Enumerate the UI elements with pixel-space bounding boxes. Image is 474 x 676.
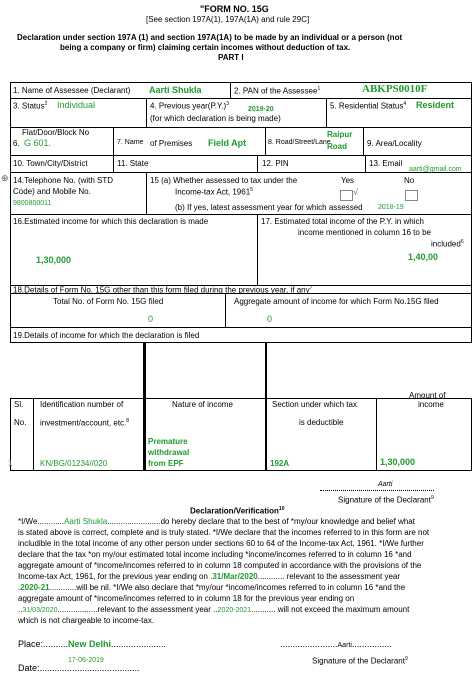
vl7-ay[interactable]: 2020-21 [20,583,50,592]
row-nature-c[interactable]: from EPF [148,459,184,468]
field-18-sup: 7 [309,285,313,291]
verification-title [190,506,284,516]
signature-top-sup: 9 [430,495,434,501]
vl1-a: *I/We............ [18,517,65,526]
field-2-sup: 1 [317,86,321,92]
vl9-a: .. [18,605,23,614]
form-title: "FORM NO. 15G [200,4,269,14]
vl6-b: ............ relevant to the assessment year [257,572,401,581]
date-dots-b: ............. [107,663,140,673]
verification-line-5: aggregate amount of *income/incomes referred to in column 18 computed in accordance with the provisions of the [18,561,422,570]
place-row [18,639,166,649]
assessment-year-value[interactable]: 2018-19 [378,204,404,211]
field-15a-label-a: 15 (a) Whether assessed to tax under the [150,176,298,185]
field-17-sup: 6 [460,239,464,245]
sig-bottom-name: Aarti [337,642,352,649]
col-ident-header-a: Identification number of [40,400,124,409]
vl9-c: ........... will not exceed the maximum amount [251,605,410,614]
field-8-label: 8. Road/Street/Lane [268,139,331,146]
road-value-a[interactable]: Raipur [327,130,353,139]
yes-checkbox[interactable] [340,190,353,201]
signature-bottom-row [280,639,392,649]
status-value[interactable]: Individual [57,100,96,110]
field-14-label-b: Code) and Mobile No. [13,187,91,196]
vl9-ay[interactable]: 2020-2021 [217,607,252,614]
field-5-label [330,101,406,111]
signature-top-label [338,495,434,505]
vl6-a: Income-tax Act, 1961, for the previous year ending on . [18,572,213,581]
vl9-b: ..................relevant to the assessment year .. [57,605,218,614]
field-2-label [234,86,320,96]
row-sl: 1 [8,459,13,468]
field-17-label-c-text: included [431,239,461,249]
field-9-label: 9. Area/Locality [367,139,422,148]
verification-line-3: includible in the total income of any other person under sections 60 to 64 of the Income-tax Act, 1961. *I/We further [18,539,424,548]
estimated-income-value[interactable]: 1,30,000 [36,255,72,265]
row-ident[interactable]: KN/BG/01234//020 [40,459,108,468]
verification-line-10: which is not chargeable to income-tax. [18,616,155,625]
field-3-sup: 2 [44,101,48,107]
declaration-heading-line2: being a company or firm) claiming certain incomes without deduction of tax. [60,43,351,52]
row-section[interactable]: 192A [270,459,290,468]
forms-filed-count-value[interactable]: 0 [148,314,154,324]
verification-line-7 [18,583,405,592]
field-18-label-text: 18.Details of Form No. 15G other than this form filed during the previous year, if any [13,285,310,295]
col-nature-header: Nature of income [172,400,233,409]
verification-line-2: is stated above is correct, complete and is truly stated. *I/We declare that the incomes referred to in this form are not [18,528,430,537]
field-18-col1-label: Total No. of Form No. 15G filed [53,297,164,306]
telephone-value[interactable]: 9800800011 [13,200,52,207]
field-17-label-b: income mentioned in column 16 to be [298,228,431,237]
field-18-col2-label: Aggregate amount of income for which Form No.15G filed [234,297,439,306]
field-6-label-b: 6. [13,139,20,148]
verification-title-sup: 10 [278,506,285,512]
sig-dots-b: ................ [351,639,392,649]
declaration-heading-line1: Declaration under section 197A (1) and section 197A(1A) to be made by an individual or a person (not [17,33,403,42]
no-checkbox[interactable] [405,190,418,201]
col-section-header-a: Section under which tax [272,400,357,409]
field-4-label-text: 4. Previous year(P.Y.) [150,101,227,111]
col-ident-header-b [40,418,129,428]
verification-line-9 [18,605,409,614]
place-dots-b: ...................... [111,639,167,649]
email-value[interactable]: aarti@gmail.com [409,166,462,173]
field-5-sup: 4 [403,101,407,107]
col-amount-header-a: Amount of [409,391,446,400]
field-2-label-text: 2. PAN of the Assessee [234,86,318,96]
col-ident-sup: 8 [126,418,130,424]
field-4-note: (for which declaration is being made) [150,114,281,123]
field-17-label-c [431,239,464,249]
no-label: No [404,176,415,185]
signature-bottom-label [312,656,408,666]
vl1-name[interactable]: Aarti Shukla [64,517,108,526]
field-18-label [13,285,312,295]
vl7-b: ............will be nil. *I/We also declare that *my/our *income/incomes referred to in column 16 *and the [49,583,406,592]
previous-year-value[interactable]: 2019-20 [248,106,274,113]
field-3-label-text: 3. Status [13,101,45,111]
field-4-label [150,101,229,111]
row-nature-b[interactable]: withdrawal [148,448,190,457]
field-17-label-a: 17. Estimated total income of the P.Y. in which [261,217,424,226]
signature-top-label-text: Signature of the Declarant [338,495,431,505]
col-amount-header-b: income [418,400,444,409]
signature-bottom-sup: 9 [404,656,408,662]
yes-label: Yes [341,176,355,185]
verification-line-1 [18,517,415,526]
field-16-label: 16.Estimated income for which this declaration is made [13,217,209,226]
col-sl-header: Sl. [14,400,24,409]
date-label: Date: [18,663,40,673]
verification-title-text: Declaration/Verification [190,506,279,516]
vl6-date[interactable]: 31/Mar/2020 [212,572,258,581]
field-5-label-text: 5. Residential Status [330,101,404,111]
date-row [18,663,140,673]
premises-value[interactable]: Field Apt [208,138,247,148]
verification-line-8: aggregate amount of *income/incomes referred to in column 18 for the previous year ending on [18,594,355,603]
pan-value[interactable]: ABKPS0010F [362,83,428,95]
assessee-name-value[interactable]: Aarti Shukla [149,85,202,95]
verification-line-4: declare that the tax *on my/our estimated total income including *income/incomes referred to in column 16 *and [18,550,412,559]
signature-bottom-label-text: Signature of the Declarant [312,656,405,666]
verification-line-6 [18,572,400,581]
field-7-label-a: 7. Name [117,139,144,146]
field-15a-label-b-text: Income-tax Act, 1961 [175,187,251,197]
field-13-label: 13. Email [369,159,403,168]
move-handle-icon[interactable]: ⊕ [1,173,9,183]
date-dots-a: ........................... [39,663,108,673]
place-dots-a: .......... [43,639,69,649]
field-15b-label: (b) If yes, latest assessment year for which assessed [175,203,363,212]
vl1-b: ........................do hereby declare that to the best of *my/our knowledge and belief what [107,517,415,526]
field-14-label-a: 14.Telephone No. (with STD [13,176,114,185]
residential-status-value[interactable]: Resident [416,100,455,110]
yes-tick-mark: √ [353,187,358,197]
field-3-label [13,101,47,111]
signature-line-top [320,490,434,491]
col-ident-header-b-text: investment/account, etc. [40,418,127,428]
col-sl-header-b: No. [14,418,27,427]
part-heading: PART I [218,53,244,62]
field-15a-label-b [175,187,253,197]
field-7-label-b: of Premises [150,139,193,148]
road-value-b[interactable]: Road [327,142,347,151]
total-income-value[interactable]: 1,40,00 [408,252,439,262]
row-nature-a[interactable]: Premature [148,437,188,446]
field-15a-sup: 5 [250,187,253,193]
vl7-a: . [18,583,21,592]
place-label: Place: [18,639,44,649]
field-10-label: 10. Town/City/District [13,159,88,168]
form-subtitle: [See section 197A(1), 197A(1A) and rule 29C] [146,15,310,24]
field-12-label: 12. PIN [262,159,289,168]
sig-dots-a: ....................... [280,639,338,649]
col-section-header-b: is deductible [299,418,344,427]
aggregate-amount-value[interactable]: 0 [267,314,273,324]
signature-top-name: Aarti [378,481,393,488]
row-amount[interactable]: 1,30,000 [380,457,416,467]
date-value[interactable]: 17-06-2019 [68,657,104,664]
field-6-label-a: Flat/Door/Block No [22,128,90,137]
vl9-date[interactable]: 31/03/2020 [22,607,58,614]
field-1-label: 1. Name of Assessee (Declarant) [13,86,131,95]
place-value[interactable]: New Delhi [68,639,112,649]
field-11-label: 11. State [117,159,149,168]
field-4-sup: 3 [226,101,229,107]
flat-no-value[interactable]: G 601. [24,138,52,148]
field-19-label: 19.Details of income for which the declaration is filed [13,331,200,340]
